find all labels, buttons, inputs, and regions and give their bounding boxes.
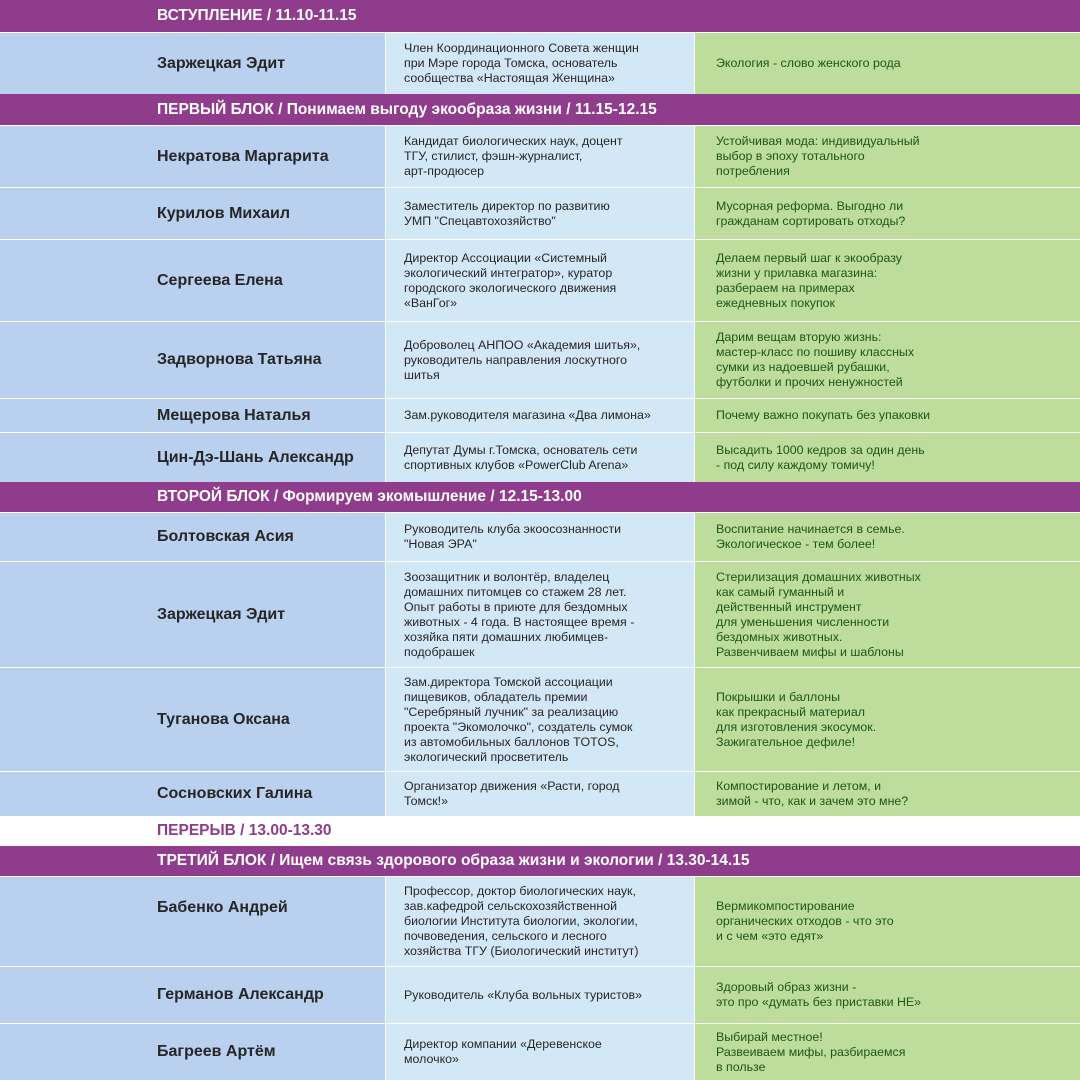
table-row — [0, 771, 1080, 816]
table-row — [0, 876, 1080, 966]
speaker-role: Заместитель директор по развитию УМП "Спецавтохозяйство" — [386, 188, 695, 239]
table-row — [0, 561, 1080, 667]
speaker-role: Директор Ассоциации «Системный экологический интегратор», куратор городского экологического движения «ВанГог» — [386, 240, 695, 321]
speaker-role: Депутат Думы г.Томска, основатель сети спортивных клубов «PowerClub Arena» — [386, 433, 695, 482]
speaker-name: Багреев Артём — [0, 1024, 386, 1080]
speaker-role: Доброволец АНПОО «Академия шитья», руководитель направления лоскутного шитья — [386, 322, 695, 398]
speaker-role: Зам.директора Томской ассоциации пищевиков, обладатель премии "Серебряный лучник" за реализацию проекта "Экомолочко", создатель сумок из автомобильных баллонов TOTOS, экологический просветитель — [386, 668, 695, 771]
talk-topic: Высадить 1000 кедров за один день - под силу каждому томичу! — [695, 433, 1080, 482]
speaker-role: Зам.руководителя магазина «Два лимона» — [386, 399, 695, 432]
talk-topic: Здоровый образ жизни - это про «думать без приставки НЕ» — [695, 967, 1080, 1023]
talk-topic: Почему важно покупать без упаковки — [695, 399, 1080, 432]
speaker-name: Сосновских Галина — [0, 772, 386, 816]
speaker-name: Германов Александр — [0, 967, 386, 1023]
table-row — [0, 32, 1080, 94]
speaker-name: Курилов Михаил — [0, 188, 386, 239]
table-row — [0, 187, 1080, 239]
speaker-name: Заржецкая Эдит — [0, 562, 386, 667]
table-row — [0, 432, 1080, 482]
table-row — [0, 667, 1080, 771]
table-row — [0, 1023, 1080, 1080]
table-row — [0, 512, 1080, 561]
talk-topic: Покрышки и баллоны как прекрасный материал для изготовления экосумок. Зажигательное дефиле! — [695, 668, 1080, 771]
table-row — [0, 398, 1080, 432]
section-header-block2: ВТОРОЙ БЛОК / Формируем экомышление / 12.15-13.00 — [0, 482, 1080, 512]
speaker-name: Цин-Дэ-Шань Александр — [0, 433, 386, 482]
section-header-block1: ПЕРВЫЙ БЛОК / Понимаем выгоду экообраза жизни / 11.15-12.15 — [0, 94, 1080, 125]
speaker-role: Зоозащитник и волонтёр, владелец домашних питомцев со стажем 28 лет. Опыт работы в приюте для бездомных животных - 4 года. В настоящее время - хозяйка пяти домашних любимцев- подобрашек — [386, 562, 695, 667]
talk-topic: Экология - слово женского рода — [695, 33, 1080, 94]
speaker-role: Руководитель «Клуба вольных туристов» — [386, 967, 695, 1023]
speaker-role: Организатор движения «Расти, город Томск!» — [386, 772, 695, 816]
talk-topic: Выбирай местное! Развеиваем мифы, разбираемся в пользе — [695, 1024, 1080, 1080]
speaker-name: Сергеева Елена — [0, 240, 386, 321]
speaker-name: Заржецкая Эдит — [0, 33, 386, 94]
speaker-name: Бабенко Андрей — [0, 877, 386, 966]
table-row — [0, 321, 1080, 398]
speaker-role: Кандидат биологических наук, доцент ТГУ, стилист, фэшн-журналист, арт-продюсер — [386, 126, 695, 187]
section-header-block3: ТРЕТИЙ БЛОК / Ищем связь здорового образа жизни и экологии / 13.30-14.15 — [0, 846, 1080, 876]
talk-topic: Компостирование и летом, и зимой - что, как и зачем это мне? — [695, 772, 1080, 816]
speaker-role: Директор компании «Деревенское молочко» — [386, 1024, 695, 1080]
section-header-intro: ВСТУПЛЕНИЕ / 11.10-11.15 — [0, 0, 1080, 32]
talk-topic: Воспитание начинается в семье. Экологическое - тем более! — [695, 513, 1080, 561]
table-row — [0, 239, 1080, 321]
speaker-name: Задворнова Татьяна — [0, 322, 386, 398]
speaker-name: Мещерова Наталья — [0, 399, 386, 432]
speaker-name: Некратова Маргарита — [0, 126, 386, 187]
talk-topic: Дарим вещам вторую жизнь: мастер-класс по пошиву классных сумки из надоевшей рубашки, футболки и прочих ненужностей — [695, 322, 1080, 398]
speaker-name: Туганова Оксана — [0, 668, 386, 771]
speaker-role: Профессор, доктор биологических наук, зав.кафедрой сельскохозяйственной биологии Института биологии, экологии, почвоведения, сельского и лесного хозяйства ТГУ (Биологический институт) — [386, 877, 695, 966]
talk-topic: Стерилизация домашних животных как самый гуманный и действенный инструмент для уменьшения численности бездомных животных. Развенчиваем мифы и шаблоны — [695, 562, 1080, 667]
speaker-name: Болтовская Асия — [0, 513, 386, 561]
break-label: ПЕРЕРЫВ / 13.00-13.30 — [0, 816, 1080, 846]
table-row — [0, 966, 1080, 1023]
speaker-role: Член Координационного Совета женщин при Мэре города Томска, основатель сообщества «Настоящая Женщина» — [386, 33, 695, 94]
talk-topic: Делаем первый шаг к экообразу жизни у прилавка магазина: разбераем на примерах ежедневных покупок — [695, 240, 1080, 321]
talk-topic: Мусорная реформа. Выгодно ли гражданам сортировать отходы? — [695, 188, 1080, 239]
talk-topic: Устойчивая мода: индивидуальный выбор в эпоху тотального потребления — [695, 126, 1080, 187]
talk-topic: Вермикомпостирование органических отходов - что это и с чем «это едят» — [695, 877, 1080, 966]
speaker-role: Руководитель клуба экоосознанности "Новая ЭРА" — [386, 513, 695, 561]
table-row — [0, 125, 1080, 187]
